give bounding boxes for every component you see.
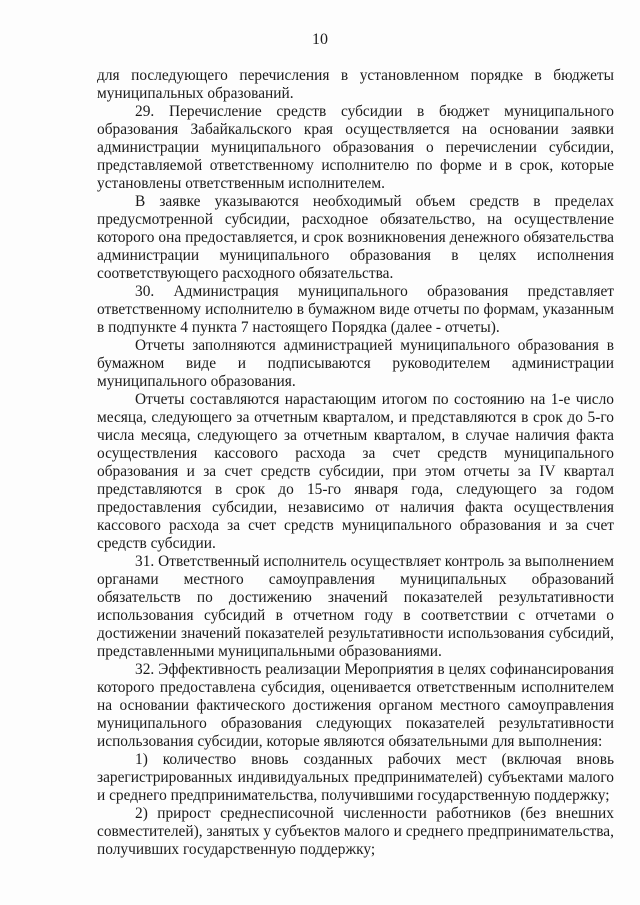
document-body <box>97 67 614 859</box>
paragraph-item-32: 32. Эффективность реализации Мероприятия в целях софинансирования которого предоставлена субсидия, оценивается ответственным исполнителем на основании фактического достижения органом местного самоуправления муниципального образования следующих показателей результативности использования субсидии, которые являются обязательными для выполнения: <box>97 661 614 750</box>
paragraph-reports-filling: Отчеты заполняются администрацией муниципального образования в бумажном виде и подписываются руководителем администрации муниципального образования. <box>97 337 614 390</box>
list-item-1: 1) количество вновь созданных рабочих мест (включая вновь зарегистрированных индивидуальных предпринимателей) субъектами малого и среднего предпринимательства, получившими государственную поддержку; <box>97 751 614 804</box>
paragraph-item-30: 30. Администрация муниципального образования представляет ответственному исполнителю в бумажном виде отчеты по формам, указанным в подпункте 4 пункта 7 настоящего Порядка (далее - отчеты). <box>97 283 614 336</box>
paragraph-continuation: для последующего перечисления в установленном порядке в бюджеты муниципальных образований. <box>97 67 614 102</box>
list-item-2: 2) прирост среднесписочной численности работников (без внешних совместителей), занятых у субъектов малого и среднего предпринимательства, получивших государственную поддержку; <box>97 805 614 858</box>
page-number: 10 <box>312 31 328 48</box>
paragraph-item-29: 29. Перечисление средств субсидии в бюджет муниципального образования Забайкальского края осуществляется на основании заявки администрации муниципального образования о перечислении субсидии, представляемой ответственному исполнителю по форме и в срок, которые установлены ответственным исполнителем. <box>97 103 614 192</box>
paragraph-application: В заявке указываются необходимый объем средств в пределах предусмотренной субсидии, расходное обязательство, на осуществление которого она предоставляется, и срок возникновения денежного обязательства администрации муниципального образования в целях исполнения соответствующего расходного обязательства. <box>97 193 614 282</box>
paragraph-reports-deadlines: Отчеты составляются нарастающим итогом по состоянию на 1-е число месяца, следующего за отчетным кварталом, и представляются в срок до 5-го числа месяца, следующего за отчетным кварталом, в случае наличия факта осуществления кассового расхода за счет средств муниципального образования и за счет средств субсидии, при этом отчеты за IV квартал представляются в срок до 15-го января года, следующего за годом предоставления субсидии, независимо от наличия факта осуществления кассового расхода за счет средств муниципального образования и за счет средств субсидии. <box>97 391 614 552</box>
paragraph-item-31: 31. Ответственный исполнитель осуществляет контроль за выполнением органами местного самоуправления муниципальных образований обязательств по достижению значений показателей результативности использования субсидий в отчетном году в соответствии с отчетами о достижении значений показателей результативности использования субсидий, представленными муниципальными образованиями. <box>97 553 614 660</box>
